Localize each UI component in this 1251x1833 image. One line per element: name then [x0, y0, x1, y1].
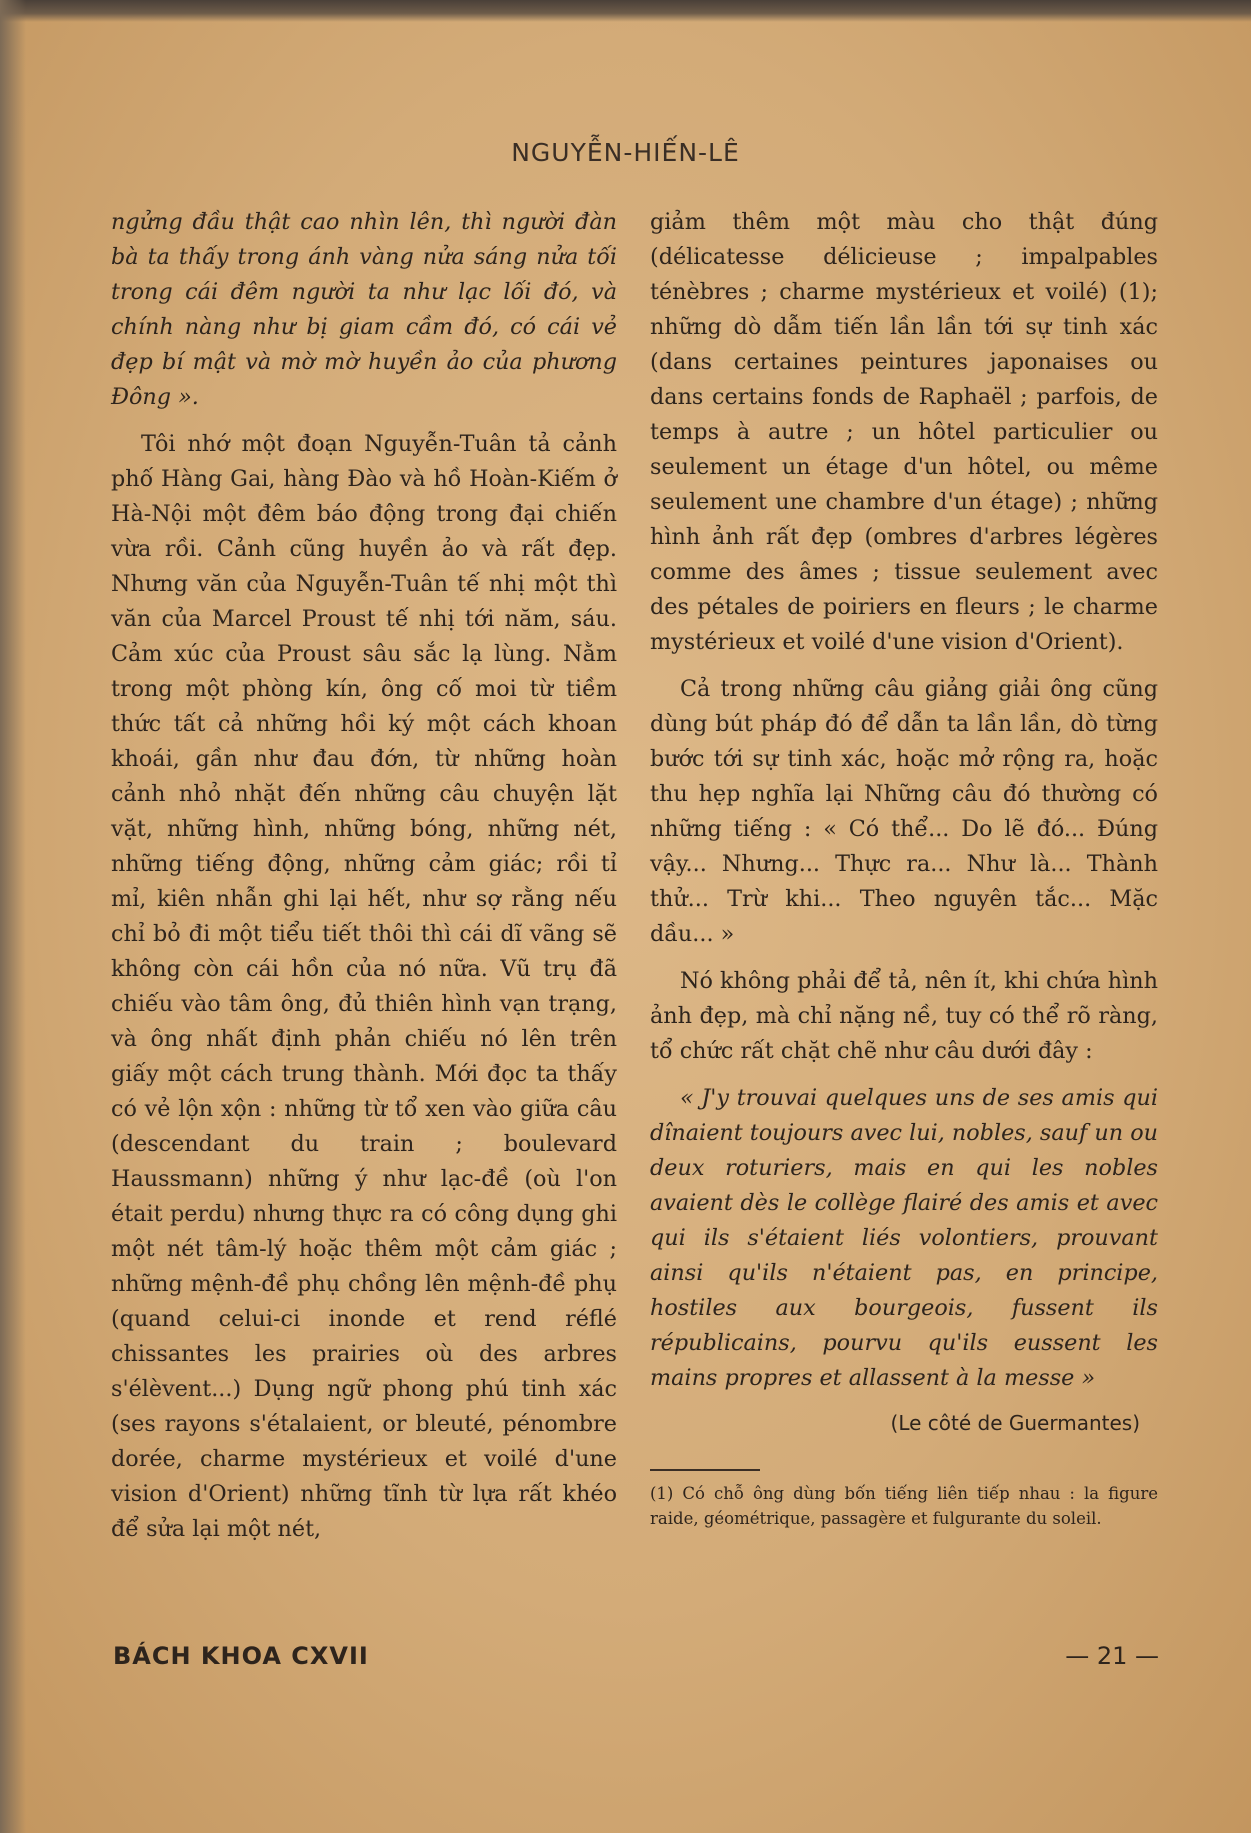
left-paragraph-2: Tôi nhớ một đoạn Nguyễn-Tuân tả cảnh phố Hàng Gai, hàng Đào và hồ Hoàn-Kiếm ở Hà-Nội một đêm báo động trong đại chiến vừa rồi. Cảnh cũng huyền ảo và rất đẹp. Nhưng văn của Nguyễn-Tuân tế nhị một thì văn của Marcel Proust tế nhị tới năm, sáu. Cảm xúc của Proust sâu sắc lạ lùng. Nằm trong một phòng kín, ông cố moi từ tiềm thức tất cả những hồi ký một cách khoan khoái, gần như đau đớn, từ những hoàn cảnh nhỏ nhặt đến những câu chuyện lặt vặt, những hình, những bóng, những nét, những tiếng động, những cảm giác; rồi tỉ mỉ, kiên nhẫn ghi lại hết, như sợ rằng nếu chỉ bỏ đi một tiểu tiết thôi thì cái dĩ vãng sẽ không còn cái hồn của nó nữa. Vũ trụ đã chiếu vào tâm ông, đủ thiên hình vạn trạng, và ông nhất định phản chiếu nó lên trên giấy một cách trung thành. Mới đọc ta thấy có vẻ lộn xộn : những từ tổ xen vào giữa câu (descendant du train ; boulevard Haussmann) những ý như lạc-đề (où l'on était perdu) nhưng thực ra có công dụng ghi một nét tâm-lý hoặc thêm một cảm giác ; những mệnh-đề phụ chồng lên mệnh-đề phụ (quand celui-ci inonde et rend réflé chissantes les prairies où des arbres s'élèvent...) Dụng ngữ phong phú tinh xác (ses rayons s'étalaient, or bleuté, pénombre dorée, charme mystérieux et voilé d'une vision d'Orient) những tĩnh từ lựa rất khéo để sửa lại một nét, [111, 431, 617, 1542]
left-column [111, 205, 617, 1547]
page-left-edge [0, 0, 26, 1833]
right-paragraph-3: Nó không phải để tả, nên ít, khi chứa hình ảnh đẹp, mà chỉ nặng nề, tuy có thể rõ ràng, tổ chức rất chặt chẽ như câu dưới đây : [650, 968, 1158, 1064]
left-paragraph-1: ngửng đầu thật cao nhìn lên, thì người đàn bà ta thấy trong ánh vàng nửa sáng nửa tối trong cái đêm người ta như lạc lối đó, và chính nàng như bị giam cầm đó, có cái vẻ đẹp bí mật và mờ mờ huyền ảo của phương Đông ». [111, 209, 617, 410]
page-edge-shadow [0, 0, 1251, 22]
right-paragraph-2: Cả trong những câu giảng giải ông cũng dùng bút pháp đó để dẫn ta lần lần, dò từng bước tới sự tinh xác, hoặc mở rộng ra, hoặc thu hẹp nghĩa lại Những câu đó thường có những tiếng : « Có thể... Do lẽ đó... Đúng vậy... Nhưng... Thực ra... Như là... Thành thử... Trừ khi... Theo nguyên tắc... Mặc dầu... » [650, 676, 1158, 947]
footnote: (1) Có chỗ ông dùng bốn tiếng liên tiếp nhau : la figure raide, géométrique, passagère et fulgurante du soleil. [650, 1484, 1158, 1528]
quote-source: (Le côté de Guermantes) [890, 1411, 1140, 1435]
page-number: — 21 — [1065, 1642, 1159, 1670]
block-quote: « J'y trouvai quelques uns de ses amis qui dînaient toujours avec lui, nobles, sauf un ou deux roturiers, mais en qui les nobles avaient dès le collège flairé des amis et avec qui ils s'étaient liés volontiers, prouvant ainsi qu'ils n'étaient pas, en principe, hostiles aux bourgeois, fussent ils républicains, pourvu qu'ils eussent les mains propres et allassent à la messe » [650, 1085, 1158, 1391]
magazine-title: BÁCH KHOA CXVII [113, 1642, 369, 1670]
running-header: NGUYỄN-HIẾN-LÊ [511, 138, 740, 167]
footnote-divider [650, 1469, 760, 1471]
right-column [650, 205, 1158, 1531]
right-paragraph-1: giảm thêm một màu cho thật đúng (délicatesse délicieuse ; impalpables ténèbres ; charme mystérieux et voilé) (1); những dò dẫm tiến lần lần tới sự tinh xác (dans certaines peintures japonaises ou dans certains fonds de Raphaël ; parfois, de temps à autre ; un hôtel particulier ou seulement un étage d'un hôtel, ou même seulement une chambre d'un étage) ; những hình ảnh rất đẹp (ombres d'arbres légères comme des âmes ; tissue seulement avec des pétales de poiriers en fleurs ; le charme mystérieux et voilé d'une vision d'Orient). [650, 209, 1158, 655]
